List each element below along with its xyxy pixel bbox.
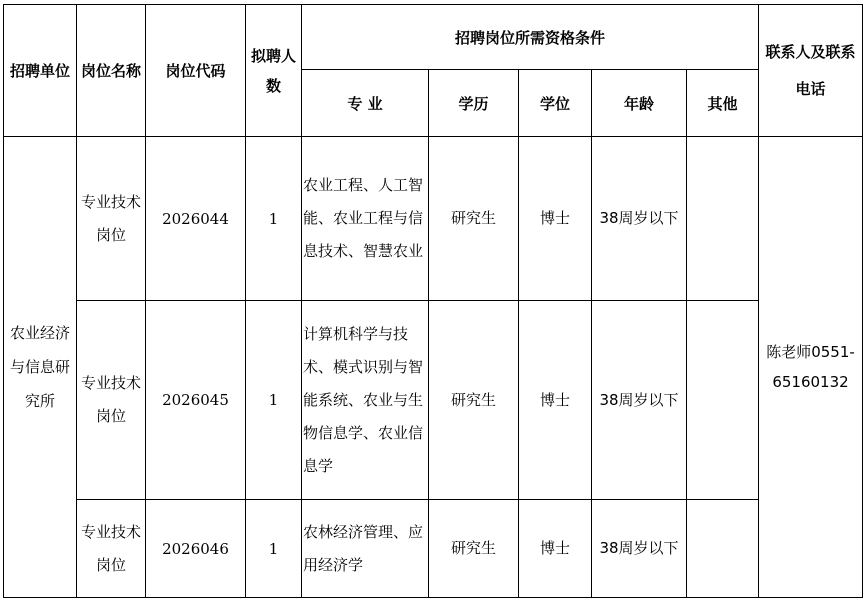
recruitment-table bbox=[3, 4, 863, 598]
header-education: 学历 bbox=[429, 70, 519, 137]
age-cell: 38周岁以下 bbox=[592, 500, 687, 598]
age-cell: 38周岁以下 bbox=[592, 137, 687, 301]
header-headcount: 拟聘人数 bbox=[246, 5, 302, 137]
other-cell bbox=[687, 137, 759, 301]
other-cell bbox=[687, 301, 759, 500]
major-cell: 农林经济管理、应用经济学 bbox=[302, 500, 429, 598]
header-unit: 招聘单位 bbox=[4, 5, 77, 137]
position-code-cell: 2026045 bbox=[146, 301, 246, 500]
table-row bbox=[4, 500, 863, 598]
headcount-cell: 1 bbox=[246, 137, 302, 301]
header-other: 其他 bbox=[687, 70, 759, 137]
header-position-code: 岗位代码 bbox=[146, 5, 246, 137]
education-cell: 研究生 bbox=[429, 500, 519, 598]
position-name-cell: 专业技术岗位 bbox=[77, 301, 146, 500]
position-code-cell: 2026044 bbox=[146, 137, 246, 301]
headcount-cell: 1 bbox=[246, 500, 302, 598]
header-contact: 联系人及联系电话 bbox=[759, 5, 863, 137]
table-row bbox=[4, 137, 863, 301]
header-degree: 学位 bbox=[519, 70, 592, 137]
age-cell: 38周岁以下 bbox=[592, 301, 687, 500]
header-major: 专 业 bbox=[302, 70, 429, 137]
other-cell bbox=[687, 500, 759, 598]
header-requirements-group: 招聘岗位所需资格条件 bbox=[302, 5, 759, 70]
degree-cell: 博士 bbox=[519, 137, 592, 301]
education-cell: 研究生 bbox=[429, 301, 519, 500]
contact-cell: 陈老师0551-65160132 bbox=[759, 137, 863, 598]
header-age: 年龄 bbox=[592, 70, 687, 137]
degree-cell: 博士 bbox=[519, 500, 592, 598]
header-row-1 bbox=[4, 5, 863, 70]
position-name-cell: 专业技术岗位 bbox=[77, 500, 146, 598]
position-code-cell: 2026046 bbox=[146, 500, 246, 598]
education-cell: 研究生 bbox=[429, 137, 519, 301]
headcount-cell: 1 bbox=[246, 301, 302, 500]
unit-name-cell: 农业经济与信息研究所 bbox=[4, 137, 77, 598]
major-cell: 农业工程、人工智能、农业工程与信息技术、智慧农业 bbox=[302, 137, 429, 301]
table-row bbox=[4, 301, 863, 500]
position-name-cell: 专业技术岗位 bbox=[77, 137, 146, 301]
major-cell: 计算机科学与技术、模式识别与智能系统、农业与生物信息学、农业信息学 bbox=[302, 301, 429, 500]
degree-cell: 博士 bbox=[519, 301, 592, 500]
header-position-name: 岗位名称 bbox=[77, 5, 146, 137]
